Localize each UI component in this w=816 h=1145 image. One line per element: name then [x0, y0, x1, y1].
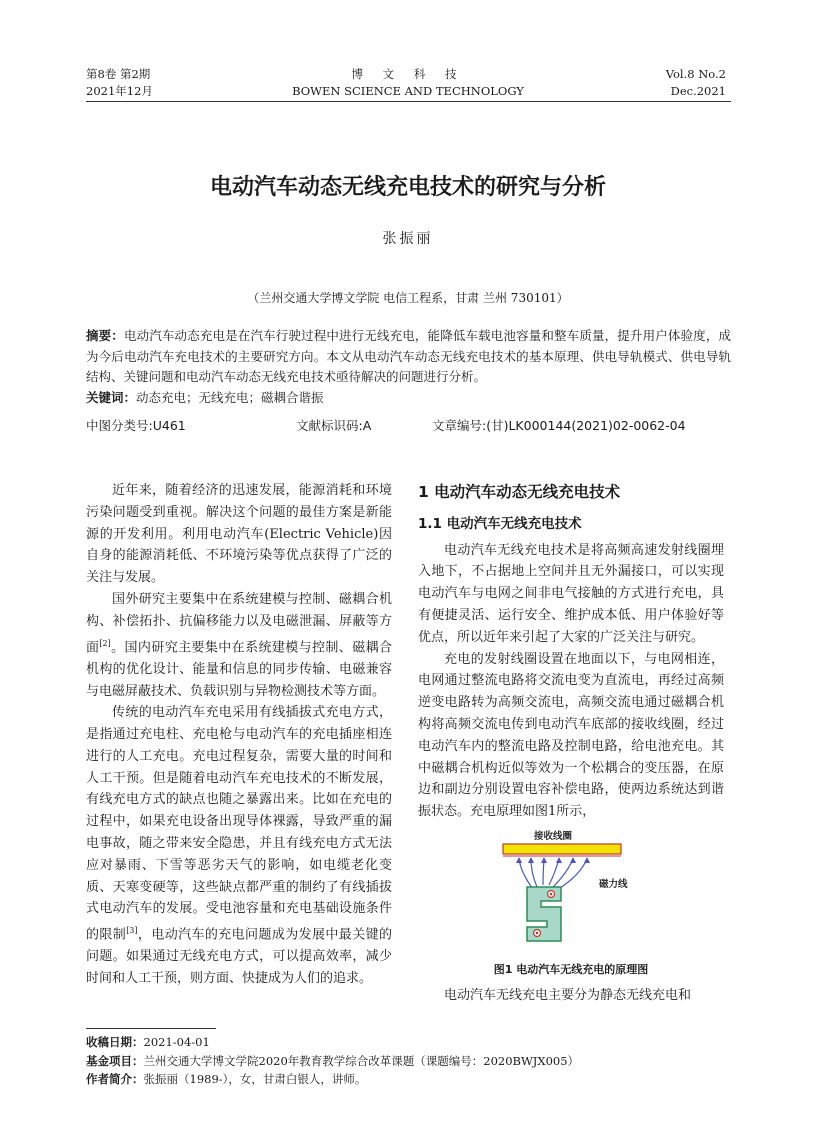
fund-label: 基金项目： [86, 1053, 144, 1068]
journal-issue-info-en [666, 66, 726, 100]
abstract-body [86, 326, 731, 388]
abstract-label: 摘要： [86, 328, 124, 343]
intro-paragraph-3-cont: ，电动汽车的充电问题成为发展中最关键的问题。如果通过无线充电方式，可以提高效率，减少时间和人工干预，则方面、快捷成为人们的追求。 [86, 927, 392, 987]
figure-caption: 图1 电动汽车无线充电的原理图 [493, 962, 649, 976]
header-rule [86, 101, 731, 102]
clc-number: 中图分类号:U461 [86, 418, 186, 433]
flux-line-label: 磁力线 [599, 878, 628, 890]
issue-date-en: Dec.2021 [670, 84, 726, 98]
footnotes [86, 1033, 731, 1089]
wireless-charging-diagram [481, 829, 661, 947]
footnote-rule [86, 1028, 216, 1029]
abstract [86, 326, 731, 408]
document-code: 文献标识码:A [296, 418, 372, 433]
journal-name-cn: 博 文 科 技 [351, 67, 465, 81]
author-bio [86, 1070, 731, 1089]
intro-paragraph-2 [86, 589, 392, 702]
received-value: 2021-04-01 [143, 1035, 210, 1049]
article-number: 文章编号:(甘)LK000144(2021)02-0062-04 [432, 418, 686, 433]
author-bio-value: 张振丽（1989-），女，甘肃白银人，讲师。 [143, 1072, 367, 1086]
section-paragraph-1: 电动汽车无线充电技术是将高频高速发射线圈埋入地下，不占据地上空间并且无外漏接口，可以实现电动汽车与电网之间非电气接触的方式进行充电，具有便捷灵活、运行安全、维护成本低、用户体验好等优点，所以近年来引起了大家的广泛关注与研究。 [418, 542, 724, 645]
journal-name-en: BOWEN SCIENCE AND TECHNOLOGY [292, 84, 524, 98]
citation-ref: [2] [99, 638, 111, 648]
classification-row [86, 416, 731, 434]
keywords-label: 关键词： [86, 389, 137, 405]
subsection-heading-1-1: 1.1 电动汽车无线充电技术 [418, 515, 582, 532]
winding-dot-icon [550, 893, 553, 896]
figure-1 [418, 829, 724, 981]
fund-value: 兰州交通大学博文学院2020年教育教学综合改革课题（课题编号：2020BWJX005） [143, 1053, 580, 1068]
intro-paragraph-1: 近年来，随着经济的迅速发展，能源消耗和环境污染问题受到重视。解决这个问题的最佳方案是新能源的开发利用。利用电动汽车(Electric Vehicle)因自身的能源消耗低、不环境污染等优点获得了广泛的关注与发展。 [86, 483, 392, 586]
receiving-coil-label: 接收线圈 [533, 830, 573, 842]
right-column [418, 480, 724, 1006]
received-label: 收稿日期： [86, 1035, 144, 1049]
paper-author: 张振丽 [382, 231, 434, 247]
abstract-text: 电动汽车动态充电是在汽车行驶过程中进行无线充电，能降低车载电池容量和整车质量，提升用户体验度，成为今后电动汽车充电技术的主要研究方向。本文从电动汽车动态无线充电技术的基本原理、供电导轨模式、供电导轨结构、关键问题和电动汽车动态无线充电技术亟待解决的问题进行分析。 [86, 328, 731, 384]
issue-date: 2021年12月 [86, 84, 153, 98]
flux-line [553, 859, 573, 887]
intro-paragraph-2-cont: 。国内研究主要集中在系统建模与控制、磁耦合机构的优化设计、能量和信息的同步传输、电磁兼容与电磁屏蔽技术、负载识别与异物检测技术等方面。 [86, 639, 392, 699]
fund-project [86, 1052, 731, 1071]
left-column [86, 480, 392, 990]
flux-line [531, 859, 537, 887]
section-heading-1: 1 电动汽车动态无线充电技术 [418, 483, 621, 501]
volume-issue-en: Vol.8 No.2 [665, 67, 726, 81]
section-paragraph-3: 电动汽车无线充电主要分为静态无线充电和 [444, 987, 692, 1003]
flux-arrows [516, 857, 590, 863]
volume-issue: 第8卷 第2期 [86, 67, 151, 81]
keywords-text: 动态充电；无线充电；磁耦合谐振 [136, 389, 324, 405]
transmitting-core [527, 887, 561, 941]
intro-paragraph-3 [86, 702, 392, 990]
author-bio-label: 作者简介： [86, 1072, 144, 1086]
author-affiliation: （兰州交通大学博文学院 电信工程系，甘肃 兰州 730101） [247, 291, 569, 305]
receiving-coil [503, 844, 621, 854]
intro-paragraph-2-text: 国外研究主要集中在系统建模与控制、磁耦合机构、补偿拓扑、抗偏移能力以及电磁泄漏、屏蔽等方面 [86, 591, 392, 655]
keywords [86, 388, 731, 409]
received-date [86, 1033, 731, 1052]
winding-dot-icon [536, 932, 539, 935]
flux-lines [519, 859, 587, 891]
paper-title: 电动汽车动态无线充电技术的研究与分析 [209, 175, 606, 200]
section-paragraph-2: 充电的发射线圈设置在地面以下，与电网相连，电网通过整流电路将交流电变为直流电，再经过高频逆变电路转为高频交流电，高频交流电通过磁耦合机构将高频交流电传到电动汽车底部的接收线圈，经过电动汽车内的整流电路及控制电路，给电池充电。其中磁耦合机构近似等效为一个松耦合的变压器，在原边和副边分别设置电容补偿电路，使两边系统达到谐振状态。充电原理如图1所示， [418, 651, 724, 820]
citation-ref: [3] [126, 926, 138, 936]
intro-paragraph-3-text: 传统的电动汽车充电采用有线插拔式充电方式，是指通过充电柱、充电枪与电动汽车的充电插座相连进行的人工充电。充电过程复杂，需要大量的时间和人工干预。但是随着电动汽车充电技术的不断发展，有线充电方式的缺点也随之暴露出来。比如在充电的过程中，如果充电设备出现导体裸露，导致严重的漏电事故，随之带来安全隐患，并且有线充电方式无法应对暴雨、下雪等恶劣天气的影响，如电缆老化变质、天寒变硬等，这些缺点都严重的制约了有线插拔式电动汽车的发展。受电池容量和充电基础设施条件的限制 [86, 705, 392, 943]
